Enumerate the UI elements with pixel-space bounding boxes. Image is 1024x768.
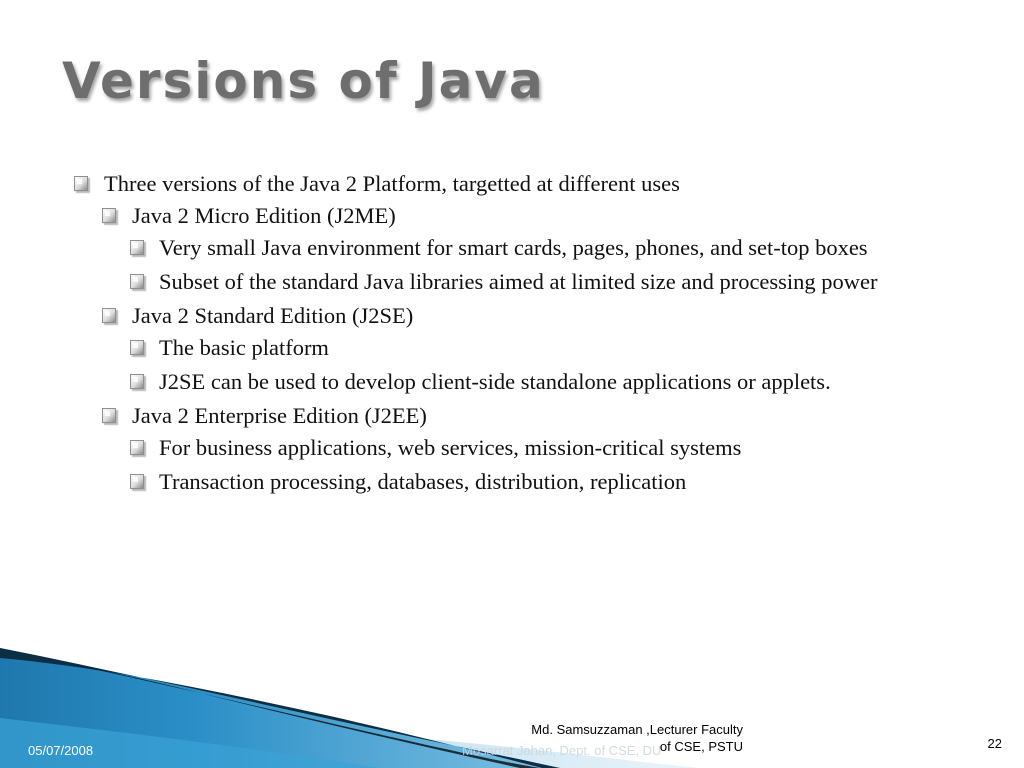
- footer-author-line: of CSE, PSTU: [659, 739, 743, 754]
- bullet-list: [72, 170, 952, 502]
- bullet-text: Three versions of the Java 2 Platform, targetted at different uses: [104, 171, 680, 196]
- bullet-item: [128, 334, 952, 361]
- bullet-text: For business applications, web services, mission-critical systems: [159, 435, 742, 460]
- slide-number: 22: [987, 736, 1002, 751]
- bullet-item: [128, 434, 952, 461]
- bullet-text: Subset of the standard Java libraries aimed at limited size and processing power: [159, 269, 878, 294]
- footer-watermark: Mosarrat Jahan, Dept. of CSE, DU: [462, 743, 662, 758]
- bullet-item: [128, 268, 952, 295]
- bullet-item: [128, 368, 952, 395]
- bullet-item: [72, 170, 952, 197]
- bullet-item: [100, 202, 952, 229]
- bullet-text: J2SE can be used to develop client-side standalone applications or applets.: [159, 369, 831, 394]
- slide-title: Versions of Java: [62, 52, 545, 110]
- bullet-square-icon: [130, 374, 144, 389]
- bullet-item: [128, 234, 952, 261]
- bullet-square-icon: [102, 308, 116, 323]
- footer-author: [500, 721, 743, 755]
- bullet-square-icon: [130, 340, 144, 355]
- bullet-square-icon: [130, 274, 144, 289]
- footer-author-line: Md. Samsuzzaman ,Lecturer Faculty: [531, 722, 743, 737]
- bullet-square-icon: [102, 408, 116, 423]
- bullet-text: Java 2 Micro Edition (J2ME): [132, 203, 396, 228]
- bullet-text: The basic platform: [159, 335, 329, 360]
- bullet-text: Java 2 Standard Edition (J2SE): [132, 303, 414, 328]
- bullet-square-icon: [130, 440, 144, 455]
- bullet-square-icon: [130, 474, 144, 489]
- bullet-text: Very small Java environment for smart cards, pages, phones, and set-top boxes: [159, 235, 868, 260]
- bullet-square-icon: [130, 240, 144, 255]
- bullet-item: [100, 402, 952, 429]
- bullet-item: [128, 468, 952, 495]
- bullet-text: Java 2 Enterprise Edition (J2EE): [132, 403, 427, 428]
- footer-date: 05/07/2008: [28, 743, 94, 758]
- bullet-square-icon: [74, 176, 88, 191]
- bullet-square-icon: [102, 208, 116, 223]
- bullet-item: [100, 302, 952, 329]
- bullet-text: Transaction processing, databases, distribution, replication: [159, 469, 687, 494]
